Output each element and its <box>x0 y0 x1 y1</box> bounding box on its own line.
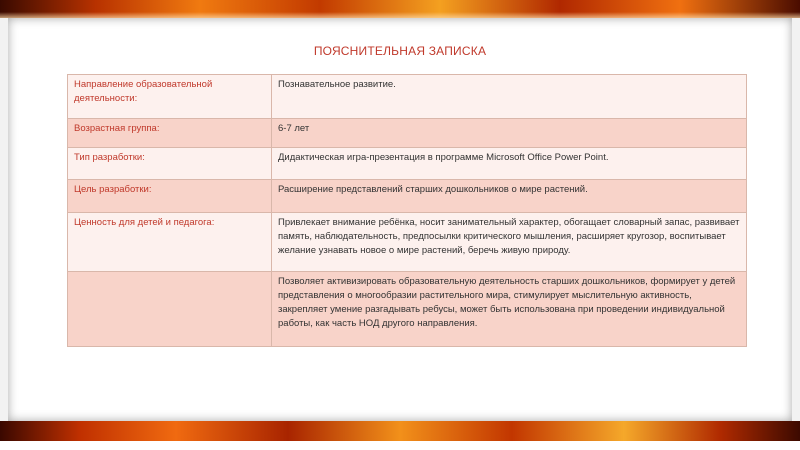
row-label: Тип разработки: <box>68 148 272 180</box>
row-value: Расширение представлений старших дошкольников о мире растений. <box>272 180 747 213</box>
row-value: Дидактическая игра-презентация в программе Microsoft Office Power Point. <box>272 148 747 180</box>
bottom-fire-banner <box>0 421 800 441</box>
table-row <box>68 75 747 119</box>
row-value: Позволяет активизировать образовательную деятельность старших дошкольников, формирует у детей представления о многообразии растительного мира, стимулирует мыслительную активность, закрепляет умение разгадывать ребусы, может быть использована при проведении индивидуальной работы, как часть НОД другого направления. <box>272 272 747 347</box>
table-row <box>68 180 747 213</box>
row-value: Привлекает внимание ребёнка, носит занимательный характер, обогащает словарный запас, развивает память, наблюдательность, предпосылки критического мышления, расширяет кругозор, воспитывает желание узнавать новое о мире растений, беречь живую природу. <box>272 213 747 272</box>
slide-title: ПОЯСНИТЕЛЬНАЯ ЗАПИСКА <box>313 44 487 58</box>
row-label <box>68 272 272 347</box>
row-label: Ценность для детей и педагога: <box>68 213 272 272</box>
info-table <box>67 74 747 347</box>
row-label: Направление образовательной деятельности: <box>68 75 272 119</box>
row-value: 6-7 лет <box>272 119 747 148</box>
table-row <box>68 119 747 148</box>
bottom-strip <box>0 441 800 450</box>
table-row <box>68 272 747 347</box>
top-fire-banner <box>0 0 800 18</box>
row-label: Возрастная группа: <box>68 119 272 148</box>
row-value: Познавательное развитие. <box>272 75 747 119</box>
table-row <box>68 213 747 272</box>
row-label: Цель разработки: <box>68 180 272 213</box>
table-row <box>68 148 747 180</box>
